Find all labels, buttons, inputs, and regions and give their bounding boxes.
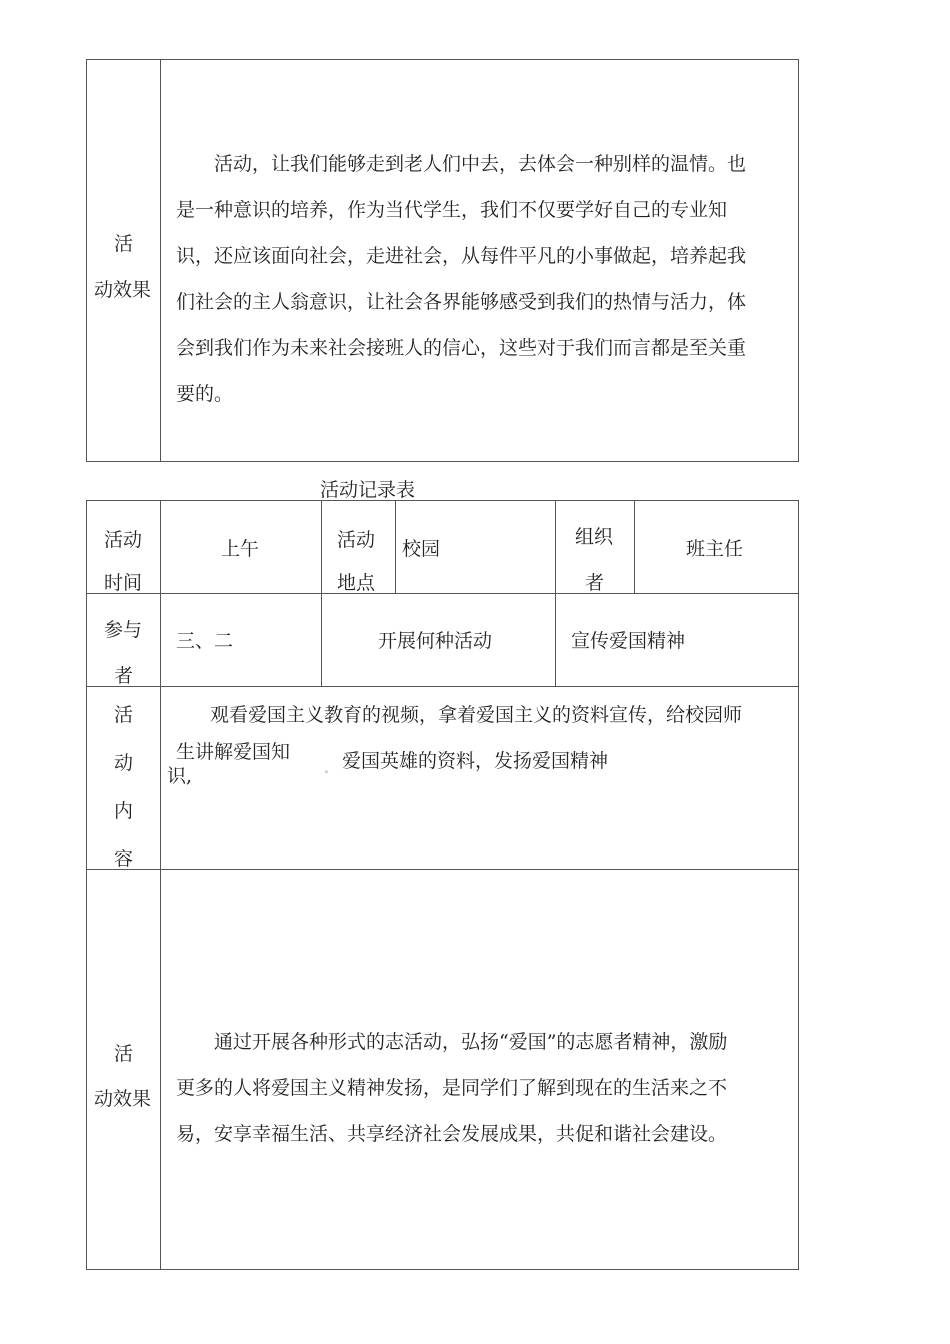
organizer-label-line2: 者 — [585, 572, 605, 594]
participants-label-line2: 者 — [114, 665, 134, 687]
label-column-divider — [160, 500, 161, 1270]
content-label-char: 内 — [114, 800, 134, 822]
col-divider — [555, 593, 556, 686]
row-divider — [86, 593, 799, 594]
effect-label-1-line1: 活 — [114, 233, 134, 255]
effect-text-1-line: 会到我们作为未来社会接班人的信心，这些对于我们而言都是至关重 — [176, 337, 747, 359]
effect-table-1-divider — [160, 59, 161, 462]
effect-label-1-line2: 动效果 — [94, 279, 152, 301]
activity-type-value: 宣传爱国精神 — [571, 630, 686, 652]
place-value: 校园 — [402, 538, 441, 560]
content-line-1: 观看爱国主义教育的视频，拿着爱国主义的资料宣传，给校园师 — [210, 704, 743, 726]
col-divider — [321, 593, 322, 686]
activity-type-label: 开展何种活动 — [378, 630, 493, 652]
content-dot: 。 — [325, 765, 333, 774]
content-line-2a: 生讲解爱国知 — [176, 741, 291, 763]
effect-text-1-line: 活动，让我们能够走到老人们中去，去体会一种别样的温情。也 — [214, 153, 747, 175]
time-value: 上午 — [221, 538, 260, 560]
content-label-char: 动 — [114, 752, 134, 774]
effect-text-2-line: 易，安享幸福生活、共享经济社会发展成果，共促和谐社会建设。 — [176, 1123, 728, 1145]
table-title: 活动记录表 — [320, 479, 416, 501]
effect-text-2-line: 更多的人将爱国主义精神发扬，是同学们了解到现在的生活来之不 — [176, 1077, 728, 1099]
time-label-line1: 活动 — [104, 529, 143, 551]
effect-text-1-line: 要的。 — [176, 383, 234, 405]
content-line-2c: 爱国英雄的资料，发扬爱国精神 — [342, 750, 609, 772]
place-label-line2: 地点 — [337, 572, 376, 594]
col-divider — [634, 500, 635, 593]
content-label-char: 容 — [114, 848, 134, 870]
participants-label-line1: 参与 — [104, 619, 143, 641]
effect-text-1-line: 识，还应该面向社会，走进社会，从每件平凡的小事做起，培养起我 — [176, 245, 747, 267]
organizer-value: 班主任 — [686, 538, 744, 560]
participants-value: 三、二 — [176, 630, 234, 652]
col-divider — [555, 500, 556, 593]
content-line-2b: 识, — [167, 765, 193, 787]
effect-text-2 — [176, 1019, 727, 1157]
content-label-char: 活 — [114, 704, 134, 726]
effect-text-2-line: 通过开展各种形式的志活动，弘扬“爱国”的志愿者精神，激励 — [214, 1031, 728, 1053]
col-divider — [321, 500, 322, 593]
effect-text-1-line: 是一种意识的培养，作为当代学生，我们不仅要学好自己的专业知 — [176, 199, 728, 221]
organizer-label-line1: 组织 — [575, 526, 614, 548]
effect-label-2-line2: 动效果 — [94, 1088, 152, 1110]
effect-text-1-line: 们社会的主人翁意识，让社会各界能够感受到我们的热情与活力，体 — [176, 291, 747, 313]
row-divider — [86, 686, 799, 687]
time-label-line2: 时间 — [104, 572, 143, 594]
place-label-line1: 活动 — [337, 529, 376, 551]
effect-text-1 — [176, 141, 746, 417]
col-divider — [395, 500, 396, 593]
effect-label-2-line1: 活 — [114, 1043, 134, 1065]
row-divider — [86, 869, 799, 870]
